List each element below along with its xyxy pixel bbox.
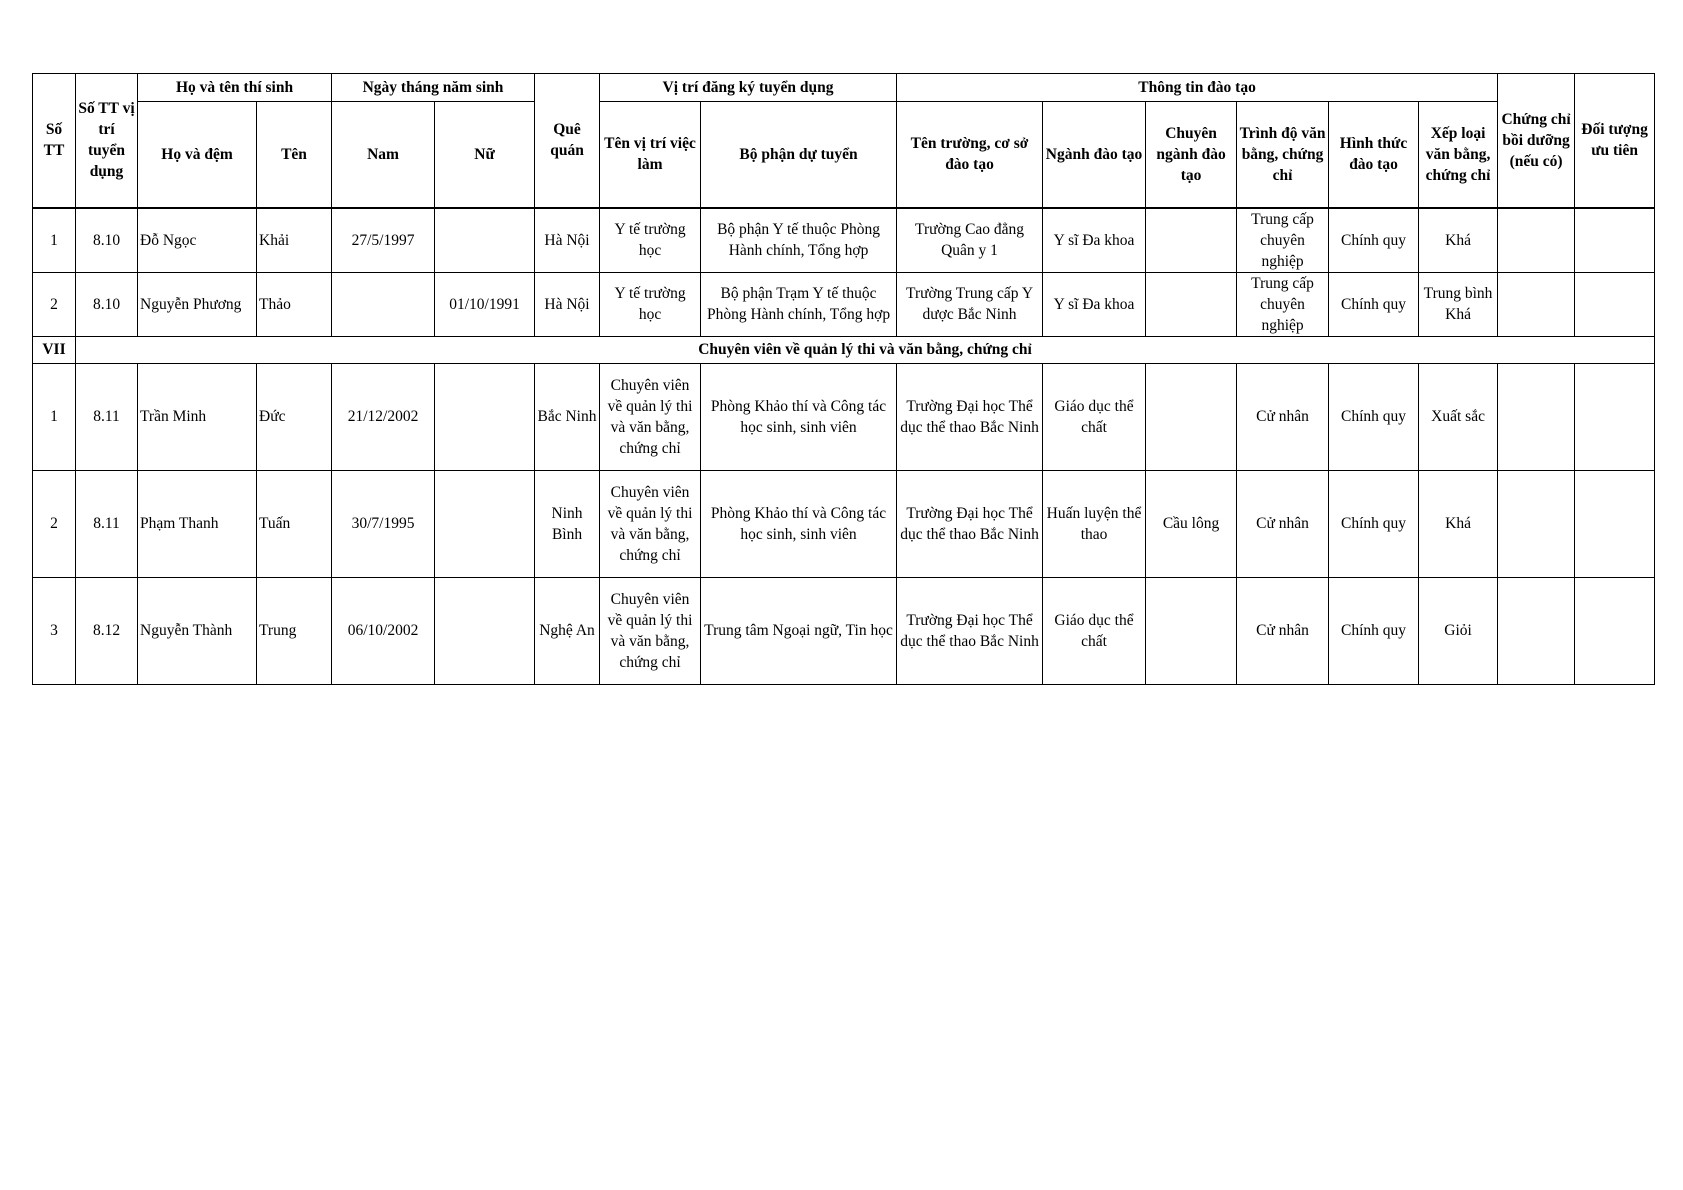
cell-nu: 01/10/1991 bbox=[435, 272, 535, 336]
header-bo-phan: Bộ phận dự tuyển bbox=[701, 102, 897, 208]
cell-vi-tri-no: 8.10 bbox=[76, 272, 138, 336]
cell-chuyen-nganh bbox=[1146, 208, 1237, 273]
header-nam: Nam bbox=[332, 102, 435, 208]
cell-vi-tri-no: 8.11 bbox=[76, 363, 138, 470]
header-so-tt-vi-tri: Số TT vị trí tuyển dụng bbox=[76, 74, 138, 208]
cell-trinh-do: Trung cấp chuyên nghiệp bbox=[1237, 272, 1329, 336]
cell-ten-truong: Trường Cao đẳng Quân y 1 bbox=[897, 208, 1043, 273]
cell-xep-loai: Khá bbox=[1419, 208, 1498, 273]
cell-nam: 27/5/1997 bbox=[332, 208, 435, 273]
cell-doi-tuong bbox=[1575, 272, 1655, 336]
cell-ho-dem: Đỗ Ngọc bbox=[138, 208, 257, 273]
cell-trinh-do: Cử nhân bbox=[1237, 577, 1329, 684]
cell-nganh: Y sĩ Đa khoa bbox=[1043, 208, 1146, 273]
header-ten: Tên bbox=[257, 102, 332, 208]
cell-hinh-thuc: Chính quy bbox=[1329, 470, 1419, 577]
table-row bbox=[33, 470, 1655, 577]
cell-ten-vi-tri: Chuyên viên về quản lý thi và văn bằng, chứng chỉ bbox=[600, 470, 701, 577]
table-row bbox=[33, 577, 1655, 684]
cell-hinh-thuc: Chính quy bbox=[1329, 577, 1419, 684]
header-nganh: Ngành đào tạo bbox=[1043, 102, 1146, 208]
cell-doi-tuong bbox=[1575, 208, 1655, 273]
cell-nu bbox=[435, 208, 535, 273]
cell-ten: Đức bbox=[257, 363, 332, 470]
header-chuyen-nganh: Chuyên ngành đào tạo bbox=[1146, 102, 1237, 208]
cell-bo-phan: Trung tâm Ngoại ngữ, Tin học bbox=[701, 577, 897, 684]
cell-stt: 2 bbox=[33, 470, 76, 577]
table-row bbox=[33, 272, 1655, 336]
cell-ten: Khải bbox=[257, 208, 332, 273]
cell-bo-phan: Bộ phận Y tế thuộc Phòng Hành chính, Tổng hợp bbox=[701, 208, 897, 273]
cell-ten-truong: Trường Đại học Thể dục thể thao Bắc Ninh bbox=[897, 577, 1043, 684]
cell-ten: Tuấn bbox=[257, 470, 332, 577]
cell-nu bbox=[435, 470, 535, 577]
cell-xep-loai: Xuất sắc bbox=[1419, 363, 1498, 470]
header-ho-ten-group: Họ và tên thí sinh bbox=[138, 74, 332, 102]
cell-nam: 06/10/2002 bbox=[332, 577, 435, 684]
table-row bbox=[33, 208, 1655, 273]
cell-chung-chi bbox=[1498, 363, 1575, 470]
cell-ten-truong: Trường Trung cấp Y dược Bắc Ninh bbox=[897, 272, 1043, 336]
cell-ten-vi-tri: Chuyên viên về quản lý thi và văn bằng, chứng chỉ bbox=[600, 363, 701, 470]
header-ngay-sinh-group: Ngày tháng năm sinh bbox=[332, 74, 535, 102]
cell-ho-dem: Nguyễn Phương bbox=[138, 272, 257, 336]
cell-stt: 3 bbox=[33, 577, 76, 684]
cell-ho-dem: Nguyễn Thành bbox=[138, 577, 257, 684]
header-ten-vi-tri: Tên vị trí việc làm bbox=[600, 102, 701, 208]
cell-chung-chi bbox=[1498, 208, 1575, 273]
cell-chung-chi bbox=[1498, 577, 1575, 684]
cell-ten-vi-tri: Y tế trường học bbox=[600, 272, 701, 336]
cell-doi-tuong bbox=[1575, 363, 1655, 470]
cell-nganh: Y sĩ Đa khoa bbox=[1043, 272, 1146, 336]
header-trinh-do: Trình độ văn bằng, chứng chỉ bbox=[1237, 102, 1329, 208]
cell-vi-tri-no: 8.11 bbox=[76, 470, 138, 577]
cell-vi-tri-no: 8.12 bbox=[76, 577, 138, 684]
header-chung-chi: Chứng chỉ bồi dưỡng (nếu có) bbox=[1498, 74, 1575, 208]
cell-xep-loai: Giỏi bbox=[1419, 577, 1498, 684]
cell-ten-truong: Trường Đại học Thể dục thể thao Bắc Ninh bbox=[897, 363, 1043, 470]
cell-trinh-do: Cử nhân bbox=[1237, 363, 1329, 470]
cell-ho-dem: Trần Minh bbox=[138, 363, 257, 470]
table-header bbox=[33, 74, 1655, 208]
header-ho-dem: Họ và đệm bbox=[138, 102, 257, 208]
cell-bo-phan: Bộ phận Trạm Y tế thuộc Phòng Hành chính, Tổng hợp bbox=[701, 272, 897, 336]
cell-que-quan: Hà Nội bbox=[535, 272, 600, 336]
section-number: VII bbox=[33, 336, 76, 363]
cell-que-quan: Hà Nội bbox=[535, 208, 600, 273]
cell-nganh: Giáo dục thể chất bbox=[1043, 577, 1146, 684]
cell-chung-chi bbox=[1498, 470, 1575, 577]
cell-que-quan: Ninh Bình bbox=[535, 470, 600, 577]
header-stt: Số TT bbox=[33, 74, 76, 208]
cell-nam: 21/12/2002 bbox=[332, 363, 435, 470]
cell-trinh-do: Trung cấp chuyên nghiệp bbox=[1237, 208, 1329, 273]
cell-xep-loai: Khá bbox=[1419, 470, 1498, 577]
cell-stt: 1 bbox=[33, 363, 76, 470]
cell-que-quan: Bắc Ninh bbox=[535, 363, 600, 470]
cell-hinh-thuc: Chính quy bbox=[1329, 363, 1419, 470]
header-nu: Nữ bbox=[435, 102, 535, 208]
cell-que-quan: Nghệ An bbox=[535, 577, 600, 684]
cell-ten-vi-tri: Chuyên viên về quản lý thi và văn bằng, chứng chỉ bbox=[600, 577, 701, 684]
cell-bo-phan: Phòng Khảo thí và Công tác học sinh, sinh viên bbox=[701, 363, 897, 470]
header-hinh-thuc: Hình thức đào tạo bbox=[1329, 102, 1419, 208]
cell-chuyen-nganh bbox=[1146, 272, 1237, 336]
section-title: Chuyên viên về quản lý thi và văn bằng, chứng chỉ bbox=[76, 336, 1655, 363]
cell-hinh-thuc: Chính quy bbox=[1329, 208, 1419, 273]
cell-ten: Trung bbox=[257, 577, 332, 684]
cell-trinh-do: Cử nhân bbox=[1237, 470, 1329, 577]
cell-chung-chi bbox=[1498, 272, 1575, 336]
cell-ten: Thảo bbox=[257, 272, 332, 336]
cell-chuyen-nganh bbox=[1146, 577, 1237, 684]
cell-ten-truong: Trường Đại học Thể dục thể thao Bắc Ninh bbox=[897, 470, 1043, 577]
header-ten-truong: Tên trường, cơ sở đào tạo bbox=[897, 102, 1043, 208]
cell-doi-tuong bbox=[1575, 470, 1655, 577]
cell-nganh: Huấn luyện thể thao bbox=[1043, 470, 1146, 577]
cell-ten-vi-tri: Y tế trường học bbox=[600, 208, 701, 273]
header-que-quan: Quê quán bbox=[535, 74, 600, 208]
cell-chuyen-nganh: Cầu lông bbox=[1146, 470, 1237, 577]
cell-xep-loai: Trung bình Khá bbox=[1419, 272, 1498, 336]
table-row bbox=[33, 363, 1655, 470]
cell-nu bbox=[435, 363, 535, 470]
header-doi-tuong: Đối tượng ưu tiên bbox=[1575, 74, 1655, 208]
table-body bbox=[33, 208, 1655, 685]
header-xep-loai: Xếp loại văn bằng, chứng chỉ bbox=[1419, 102, 1498, 208]
cell-hinh-thuc: Chính quy bbox=[1329, 272, 1419, 336]
cell-nu bbox=[435, 577, 535, 684]
cell-stt: 2 bbox=[33, 272, 76, 336]
cell-nam bbox=[332, 272, 435, 336]
header-dao-tao-group: Thông tin đào tạo bbox=[897, 74, 1498, 102]
cell-stt: 1 bbox=[33, 208, 76, 273]
cell-bo-phan: Phòng Khảo thí và Công tác học sinh, sinh viên bbox=[701, 470, 897, 577]
section-row bbox=[33, 336, 1655, 363]
cell-nam: 30/7/1995 bbox=[332, 470, 435, 577]
cell-ho-dem: Phạm Thanh bbox=[138, 470, 257, 577]
cell-chuyen-nganh bbox=[1146, 363, 1237, 470]
cell-doi-tuong bbox=[1575, 577, 1655, 684]
candidate-table bbox=[32, 73, 1655, 685]
cell-nganh: Giáo dục thể chất bbox=[1043, 363, 1146, 470]
cell-vi-tri-no: 8.10 bbox=[76, 208, 138, 273]
header-vi-tri-group: Vị trí đăng ký tuyển dụng bbox=[600, 74, 897, 102]
